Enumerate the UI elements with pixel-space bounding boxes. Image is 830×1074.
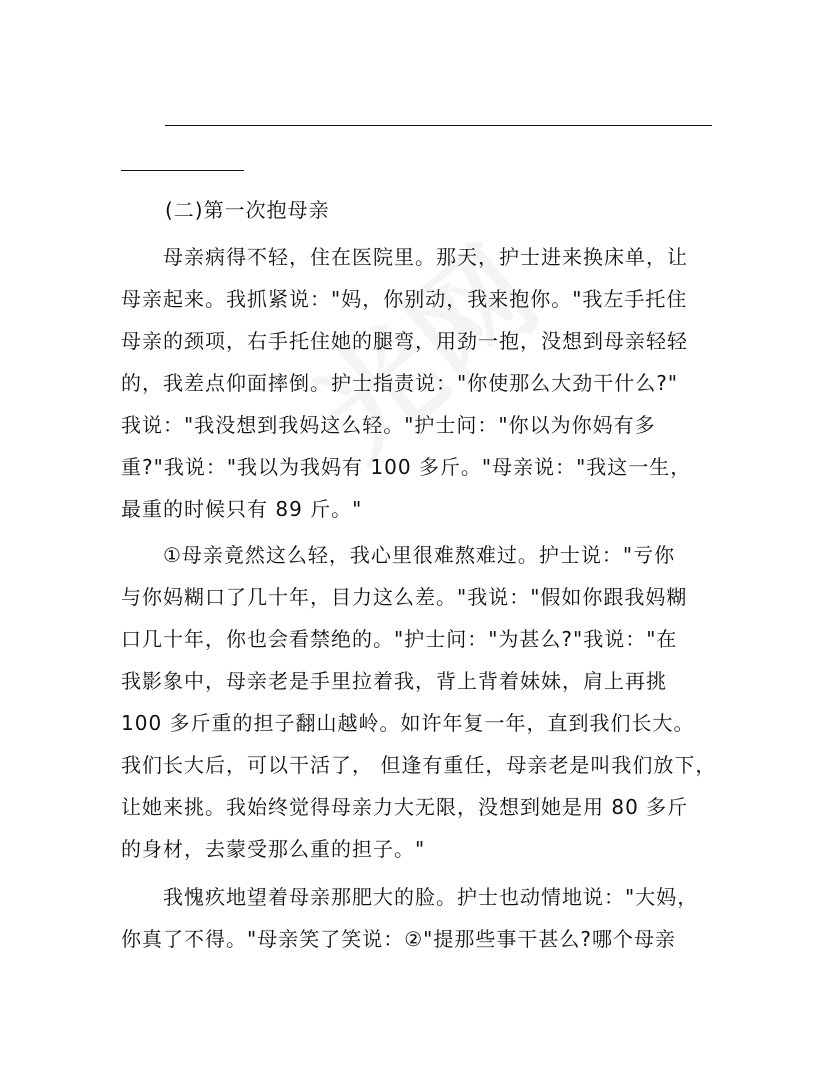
text-line: 重?"我说："我以为我妈有 100 多斤。"母亲说："我这一生， bbox=[121, 455, 692, 479]
answer-blank-line bbox=[165, 125, 712, 126]
text-line: 我影象中，母亲老是手里拉着我，背上背着妹妹，肩上再挑 bbox=[121, 669, 667, 693]
text-line: 母亲病得不轻，住在医院里。那天，护士进来换床单，让 bbox=[121, 245, 688, 269]
text-line: 母亲起来。我抓紧说："妈，你别动，我来抱你。"我左手托住 bbox=[121, 287, 688, 311]
text-line: 口几十年，你也会看禁绝的。"护士问："为甚么?"我说："在 bbox=[121, 627, 678, 651]
answer-blank-line bbox=[121, 170, 244, 171]
section-heading: (二)第一次抱母亲 bbox=[165, 198, 330, 222]
text-line: 让她来挑。我始终觉得母亲力大无限，没想到她是用 80 多斤 bbox=[121, 795, 689, 819]
text-line: 100 多斤重的担子翻山越岭。如许年复一年，直到我们长大。 bbox=[121, 711, 695, 735]
text-line: 你真了不得。"母亲笑了笑说：②"提那些事干甚么?哪个母亲 bbox=[121, 927, 676, 951]
text-line: 我说："我没想到我妈这么轻。"护士问："你以为你妈有多 bbox=[121, 413, 656, 437]
text-line: 的，我差点仰面摔倒。护士指责说："你使那么大劲干什么?" bbox=[121, 371, 679, 395]
text-line: 最重的时候只有 89 斤。" bbox=[121, 497, 363, 521]
text-line: 与你妈糊口了几十年，目力这么差。"我说："假如你跟我妈糊 bbox=[121, 585, 688, 609]
text-line: 我们长大后，可以干活了， 但逢有重任，母亲老是叫我们放下， bbox=[121, 753, 717, 777]
text-line: 母亲的颈项，右手托住她的腿弯，用劲一抱，没想到母亲轻轻 bbox=[121, 329, 688, 353]
text-line: 我愧疚地望着母亲那肥大的脸。护士也动情地说："大妈， bbox=[121, 885, 699, 909]
text-line: ①母亲竟然这么轻，我心里很难熬难过。护士说："亏你 bbox=[121, 543, 676, 567]
text-line: 的身材，去蒙受那么重的担子。" bbox=[121, 837, 426, 861]
